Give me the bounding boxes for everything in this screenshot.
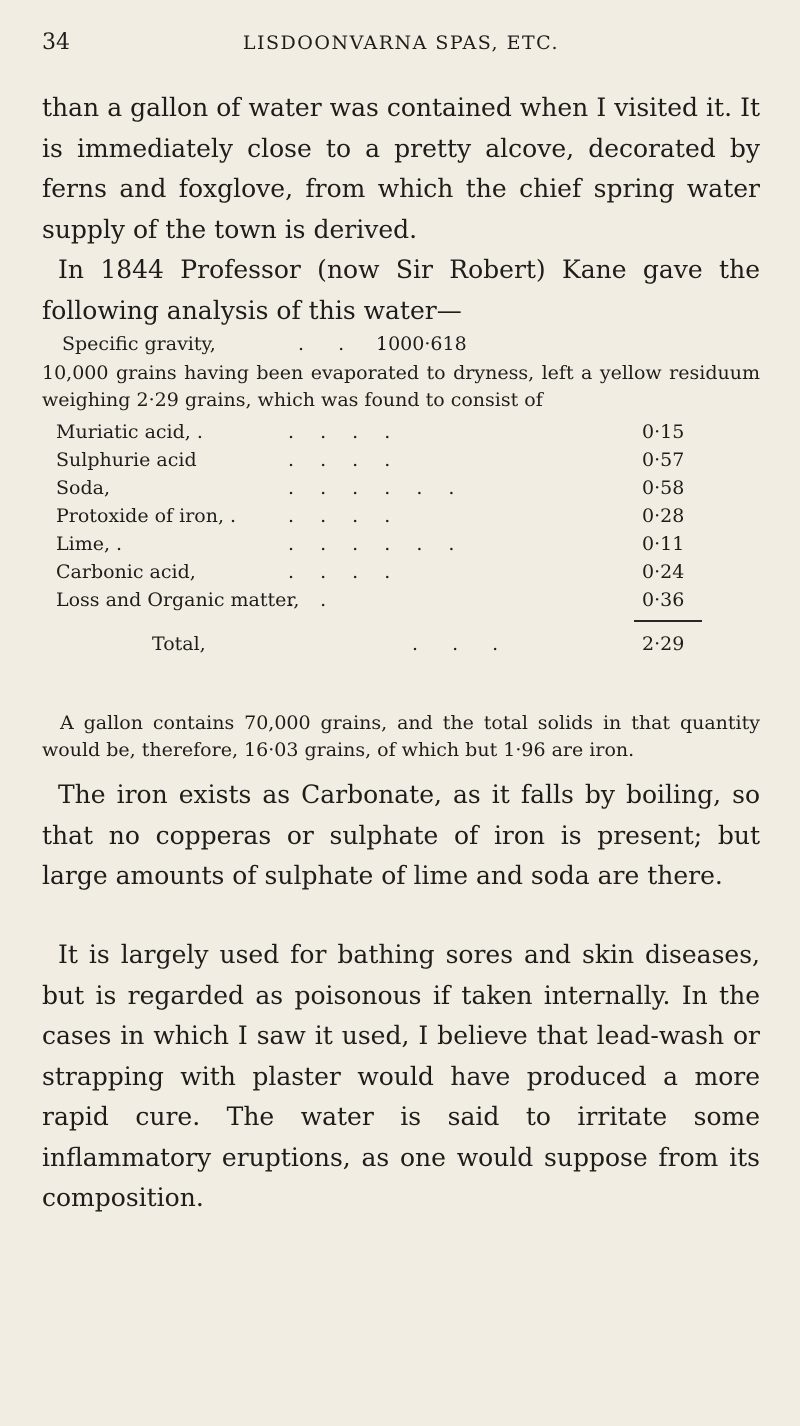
leader-dots: . . . . [288, 505, 401, 527]
residuum-text: 10,000 grains having been evaporated to dryness, left a yellow residuum weighing 2·29 grains, which was found to consist of [42, 362, 760, 411]
table-row [42, 530, 760, 558]
closing-paragraphs [42, 775, 760, 897]
paragraph-alcove: than a gallon of water was contained when I visited it. It is immediately close to a pretty alcove, decorated by ferns and foxglove, from which the chief spring water supply of the town is derived. [42, 93, 760, 244]
composition-table [42, 418, 760, 761]
component-value: 0·58 [642, 477, 685, 499]
leader-dots: . . . . [288, 561, 401, 583]
leader-dots: . . [288, 589, 337, 611]
table-row [42, 502, 760, 530]
gallon-note [42, 710, 760, 764]
leader-dots: . . . . [288, 449, 401, 471]
component-name: Sulphurie acid [56, 449, 197, 471]
component-value: 0·11 [642, 533, 685, 555]
water-analysis [42, 330, 760, 761]
closing-paragraphs-2 [42, 935, 760, 1219]
component-value: 0·15 [642, 421, 685, 443]
leader-dots: . . . . . . [288, 533, 465, 555]
specific-gravity-value: 1000·618 [376, 333, 467, 355]
specific-gravity-line [42, 330, 760, 360]
component-name: Muriatic acid, . [56, 421, 203, 443]
leader-dots: . . . . [288, 421, 401, 443]
running-head: LISDOONVARNA SPAS, ETC. [242, 32, 560, 54]
leader-dots: . . . . . . [288, 477, 465, 499]
component-name: Protoxide of iron, . [56, 505, 237, 527]
leader-dots: . . . [412, 633, 513, 655]
table-row [42, 446, 760, 474]
component-name: Lime, . [56, 533, 123, 555]
total-rule [634, 620, 702, 622]
component-value: 0·57 [642, 449, 685, 471]
paragraph-bathing-use: It is largely used for bathing sores and skin diseases, but is regarded as poisonous if taken internally. In the cases in which I saw it used, I believe that lead-wash or strapping with plaster would have produced a more rapid cure. The water is said to irritate some inflammatory eruptions, as one would suppose from its composition. [42, 940, 760, 1212]
paragraph-iron-carbonate: The iron exists as Carbonate, as it falls by boiling, so that no copperas or sulphate of iron is present; but large amounts of sulphate of lime and soda are there. [42, 780, 760, 890]
table-row [42, 474, 760, 502]
table-row [42, 558, 760, 586]
table-row [42, 586, 760, 614]
page-header [42, 30, 760, 60]
component-value: 0·36 [642, 589, 685, 611]
component-value: 0·28 [642, 505, 685, 527]
component-name: Carbonic acid, [56, 561, 196, 583]
page-number: 34 [42, 30, 70, 55]
table-row [42, 418, 760, 446]
paragraph-kane-analysis-intro: In 1844 Professor (now Sir Robert) Kane gave the following analysis of this water— [42, 255, 760, 325]
total-row [42, 630, 760, 658]
component-name: Loss and Organic matter, [56, 589, 300, 611]
component-name: Soda, [56, 477, 110, 499]
specific-gravity-label: Specific gravity, [62, 333, 216, 355]
opening-paragraphs [42, 88, 760, 331]
total-value: 2·29 [642, 633, 685, 655]
total-label: Total, [152, 633, 206, 655]
leader-dots: . . . [298, 333, 399, 355]
gallon-note-text: A gallon contains 70,000 grains, and the total solids in that quantity would be, therefore, 16·03 grains, of which but 1·96 are iron. [42, 712, 760, 761]
component-value: 0·24 [642, 561, 685, 583]
